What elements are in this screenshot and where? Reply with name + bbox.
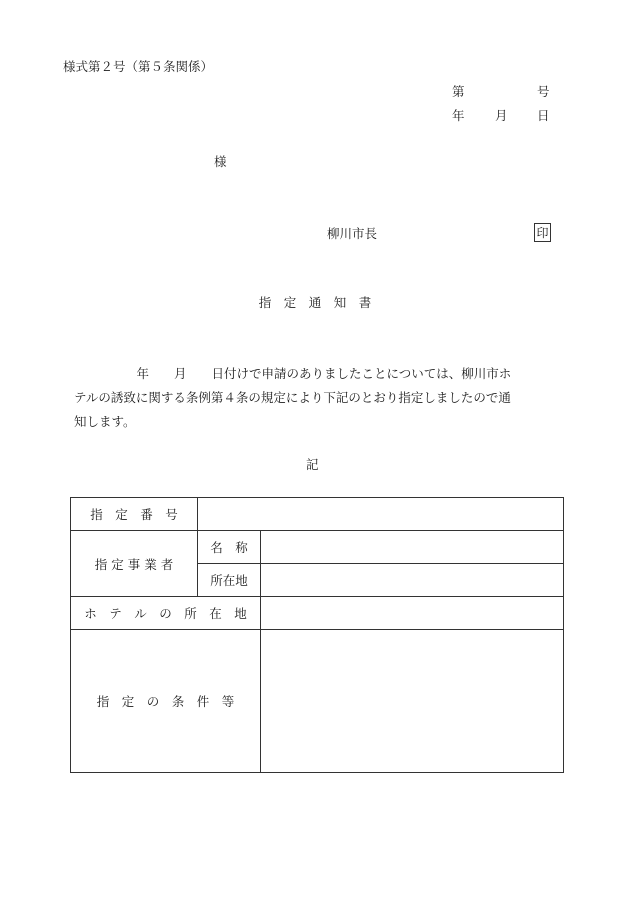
date-year-label: 年 [452, 108, 465, 123]
issuer-name: 柳川市長 [327, 226, 378, 241]
body-line-1: 年 月 日付けで申請のありましたことについては、柳川市ホ [74, 366, 512, 381]
form-number: 様式第２号（第５条関係） [63, 59, 214, 74]
designation-table [70, 497, 564, 773]
doc-number-suffix: 号 [537, 84, 550, 99]
body-line-2: テルの誘致に関する条例第４条の規定により下記のとおり指定しましたので通 [74, 390, 511, 405]
hotel-location-label: ホ テ ル の 所 在 地 [71, 597, 261, 630]
designation-number-value [198, 498, 564, 531]
body-line-3: 知します。 [74, 414, 136, 429]
ki-heading: 記 [306, 457, 319, 472]
conditions-label: 指 定 の 条 件 等 [71, 630, 261, 773]
document-title: 指 定 通 知 書 [258, 295, 372, 310]
table-row [71, 531, 564, 564]
conditions-value [261, 630, 564, 773]
date-month-label: 月 [495, 108, 508, 123]
hotel-location-value [261, 597, 564, 630]
table-row [71, 597, 564, 630]
business-name-value [261, 531, 564, 564]
body-text [74, 362, 568, 434]
designated-business-label: 指 定 事 業 者 [71, 531, 198, 597]
seal-stamp: 印 [534, 223, 551, 242]
date-day-label: 日 [537, 108, 550, 123]
table-row [71, 498, 564, 531]
business-address-label: 所在地 [198, 564, 261, 597]
table-row [71, 630, 564, 773]
business-name-label: 名 称 [198, 531, 261, 564]
doc-number-prefix: 第 [452, 84, 465, 99]
business-address-value [261, 564, 564, 597]
designation-number-label: 指 定 番 号 [71, 498, 198, 531]
addressee-honorific: 様 [214, 154, 227, 169]
